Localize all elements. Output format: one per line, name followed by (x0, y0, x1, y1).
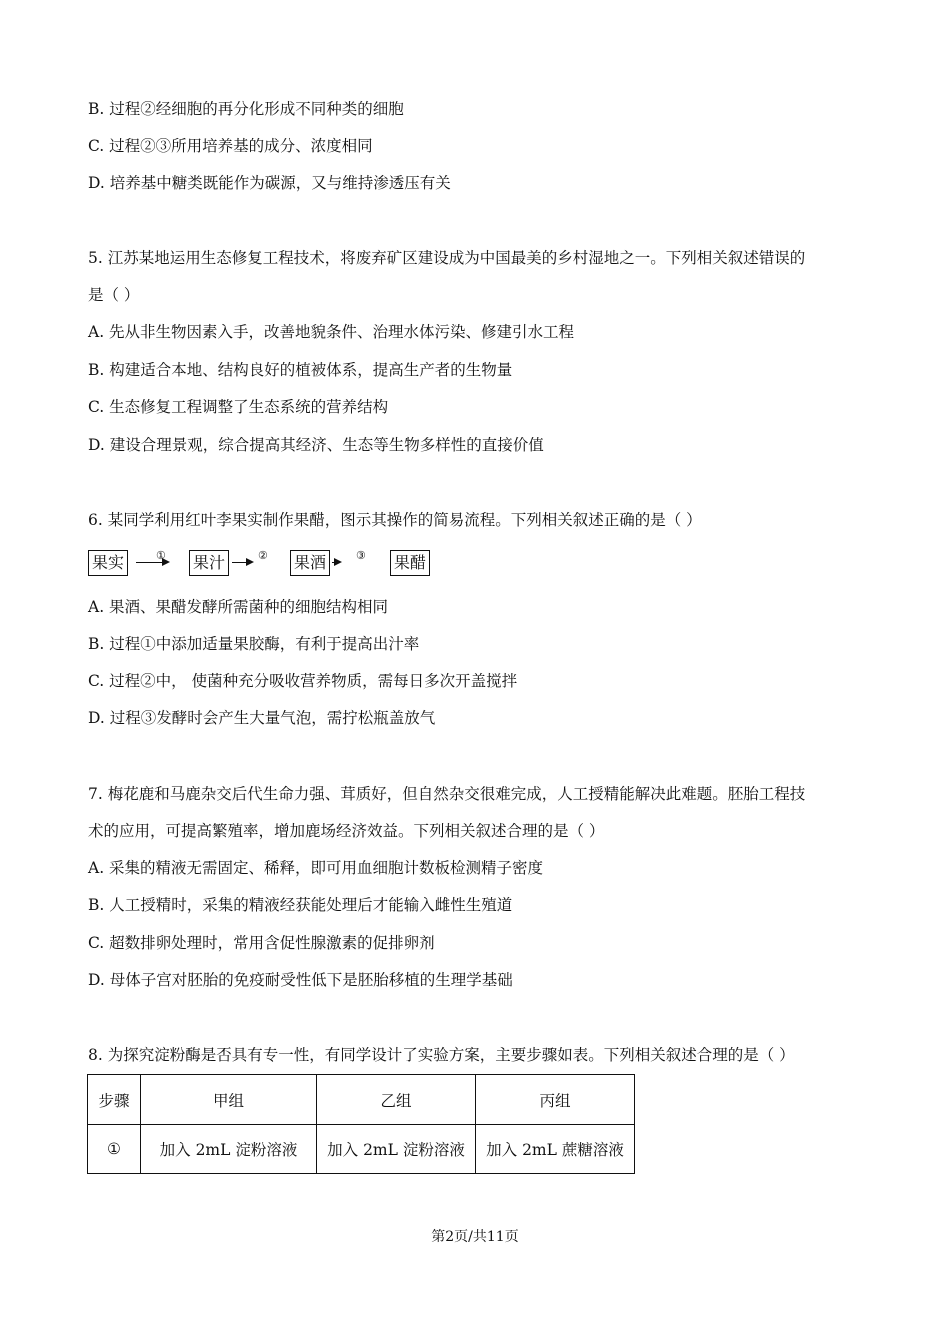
q5-option-c: C. 生态修复工程调整了生态系统的营养结构 (88, 398, 389, 416)
flow-arrow-2 (232, 562, 252, 563)
flow-box-fruit: 果实 (88, 550, 128, 576)
experiment-steps-table (87, 1074, 635, 1174)
table-cell: 加入 2mL 淀粉溶液 (141, 1125, 317, 1174)
q5-stem-line2: 是（ ） (88, 286, 140, 304)
q7-option-b: B. 人工授精时，采集的精液经获能处理后才能输入雌性生殖道 (88, 896, 513, 914)
flow-step-1-label: ① (156, 549, 166, 562)
table-header-cell: 步骤 (88, 1075, 141, 1125)
q5-option-d: D. 建设合理景观，综合提高其经济、生态等生物多样性的直接价值 (88, 436, 544, 454)
page-number-footer: 第2页/共11页 (431, 1229, 519, 1245)
q5-stem-line1: 5. 江苏某地运用生态修复工程技术，将废弃矿区建设成为中国最美的乡村湿地之一。下列相关叙述错误的 (88, 249, 806, 267)
flow-step-3-label: ③ (356, 549, 366, 562)
q7-option-a: A. 采集的精液无需固定、稀释，即可用血细胞计数板检测精子密度 (88, 859, 544, 877)
table-header-cell: 甲组 (141, 1075, 317, 1125)
flow-box-vinegar: 果醋 (390, 550, 430, 576)
flow-arrow-1 (136, 562, 168, 563)
q4-option-b: B. 过程②经细胞的再分化形成不同种类的细胞 (88, 100, 404, 118)
table-header-row (88, 1075, 635, 1125)
q4-option-d: D. 培养基中糖类既能作为碳源，又与维持渗透压有关 (88, 174, 451, 192)
q6-option-d: D. 过程③发酵时会产生大量气泡，需拧松瓶盖放气 (88, 709, 436, 727)
table-header-cell: 丙组 (476, 1075, 635, 1125)
table-row (88, 1125, 635, 1174)
q7-option-c: C. 超数排卵处理时，常用含促性腺激素的促排卵剂 (88, 934, 435, 952)
q8-stem: 8. 为探究淀粉酶是否具有专一性，有同学设计了实验方案，主要步骤如表。下列相关叙述合理的是（ ） (88, 1046, 795, 1064)
flow-box-wine: 果酒 (290, 550, 330, 576)
table-cell: ① (88, 1125, 141, 1174)
q7-stem-line1: 7. 梅花鹿和马鹿杂交后代生命力强、茸质好，但自然杂交很难完成，人工授精能解决此难题。胚胎工程技 (88, 785, 806, 803)
table-cell: 加入 2mL 淀粉溶液 (317, 1125, 476, 1174)
q6-option-a: A. 果酒、果醋发酵所需菌种的细胞结构相同 (88, 598, 389, 616)
q4-option-c: C. 过程②③所用培养基的成分、浓度相同 (88, 137, 373, 155)
q7-stem-line2: 术的应用，可提高繁殖率，增加鹿场经济效益。下列相关叙述合理的是（ ） (88, 822, 605, 840)
process-flow-diagram (88, 550, 488, 578)
table-header-cell: 乙组 (317, 1075, 476, 1125)
q6-stem: 6. 某同学利用红叶李果实制作果醋，图示其操作的简易流程。下列相关叙述正确的是（ ） (88, 511, 702, 529)
q7-option-d: D. 母体子宫对胚胎的免疫耐受性低下是胚胎移植的生理学基础 (88, 971, 513, 989)
flow-box-juice: 果汁 (189, 550, 229, 576)
q5-option-a: A. 先从非生物因素入手，改善地貌条件、治理水体污染、修建引水工程 (88, 323, 575, 341)
flow-step-2-label: ② (258, 549, 268, 562)
q5-option-b: B. 构建适合本地、结构良好的植被体系，提高生产者的生物量 (88, 361, 513, 379)
flow-arrow-3 (332, 562, 340, 563)
table-cell: 加入 2mL 蔗糖溶液 (476, 1125, 635, 1174)
q6-option-b: B. 过程①中添加适量果胶酶，有利于提高出汁率 (88, 635, 420, 653)
q6-option-c: C. 过程②中， 使菌种充分吸收营养物质，需每日多次开盖搅拌 (88, 672, 518, 690)
